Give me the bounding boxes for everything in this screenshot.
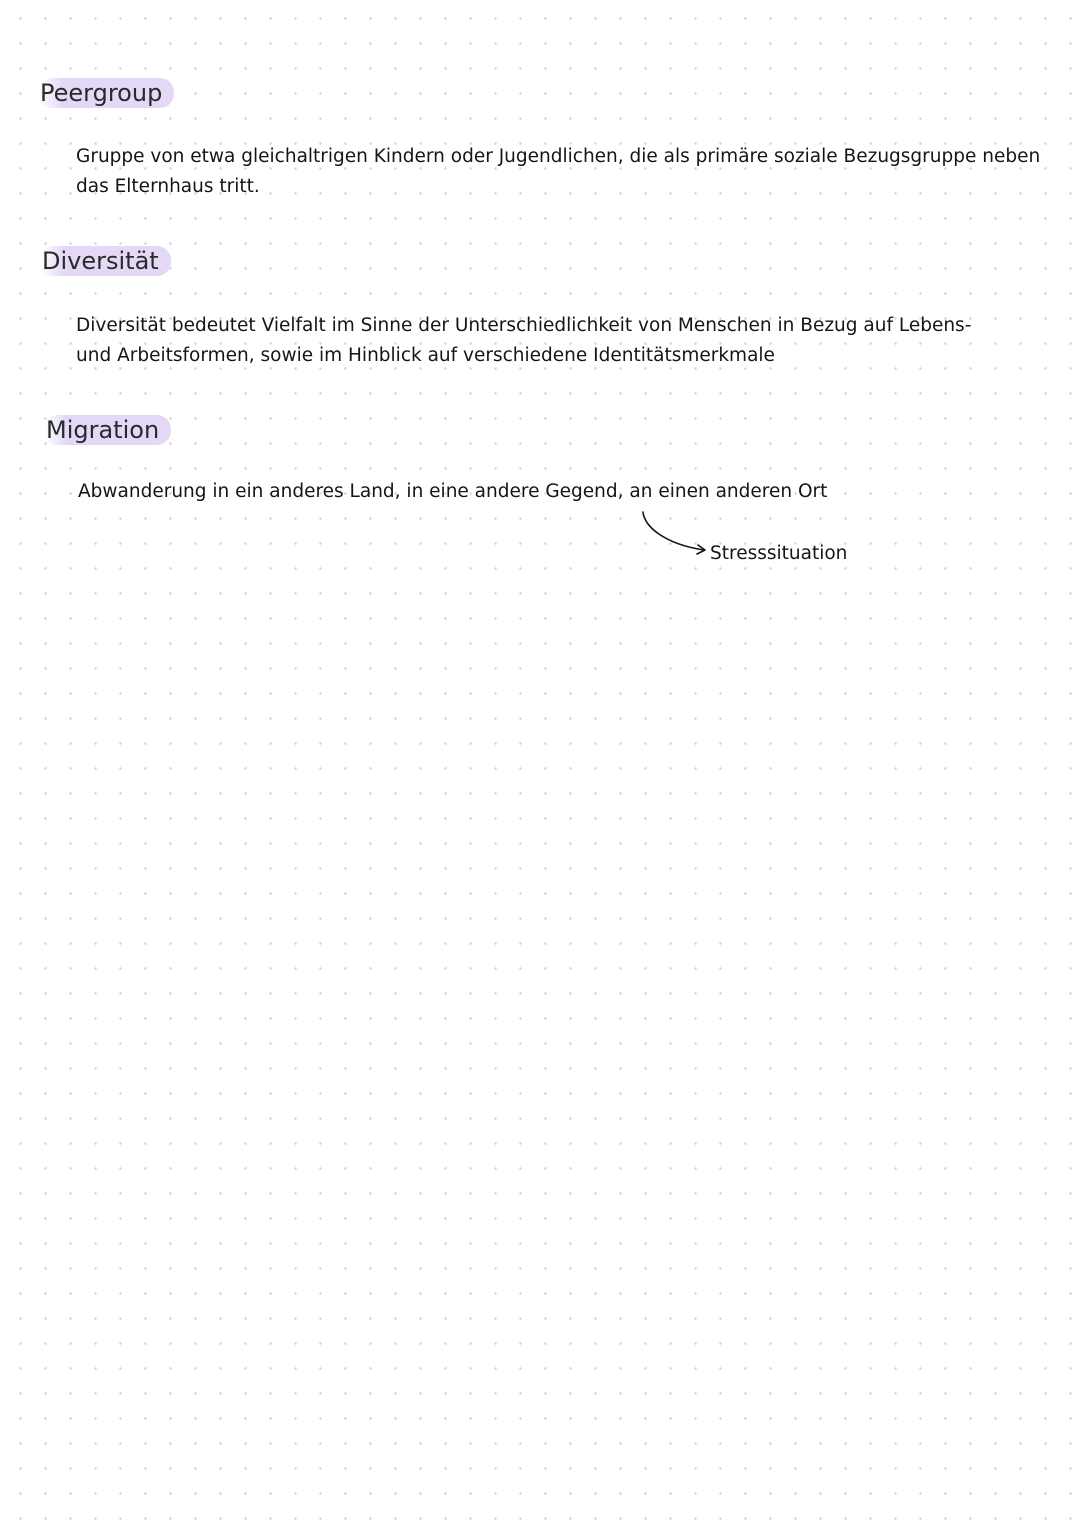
term-migration: Migration (44, 415, 171, 445)
term-diversitaet: Diversität (40, 246, 171, 276)
annotation-stresssituation: Stresssituation (710, 543, 848, 564)
term-peergroup: Peergroup (38, 78, 174, 108)
curved-arrow-icon (636, 508, 712, 556)
definition-peergroup: Gruppe von etwa gleichaltrigen Kindern oder Jugendlichen, die als primäre soziale Bezugsgruppe neben das Elternhaus tritt. (76, 146, 1041, 197)
definition-diversitaet: Diversität bedeutet Vielfalt im Sinne der Unterschiedlichkeit von Menschen in Bezug auf Lebens- und Arbeitsformen, sowie im Hinblick auf verschiedene Identitätsmerkmale (76, 315, 972, 366)
definition-migration: Abwanderung in ein anderes Land, in eine andere Gegend, an einen anderen Ort (78, 481, 828, 502)
